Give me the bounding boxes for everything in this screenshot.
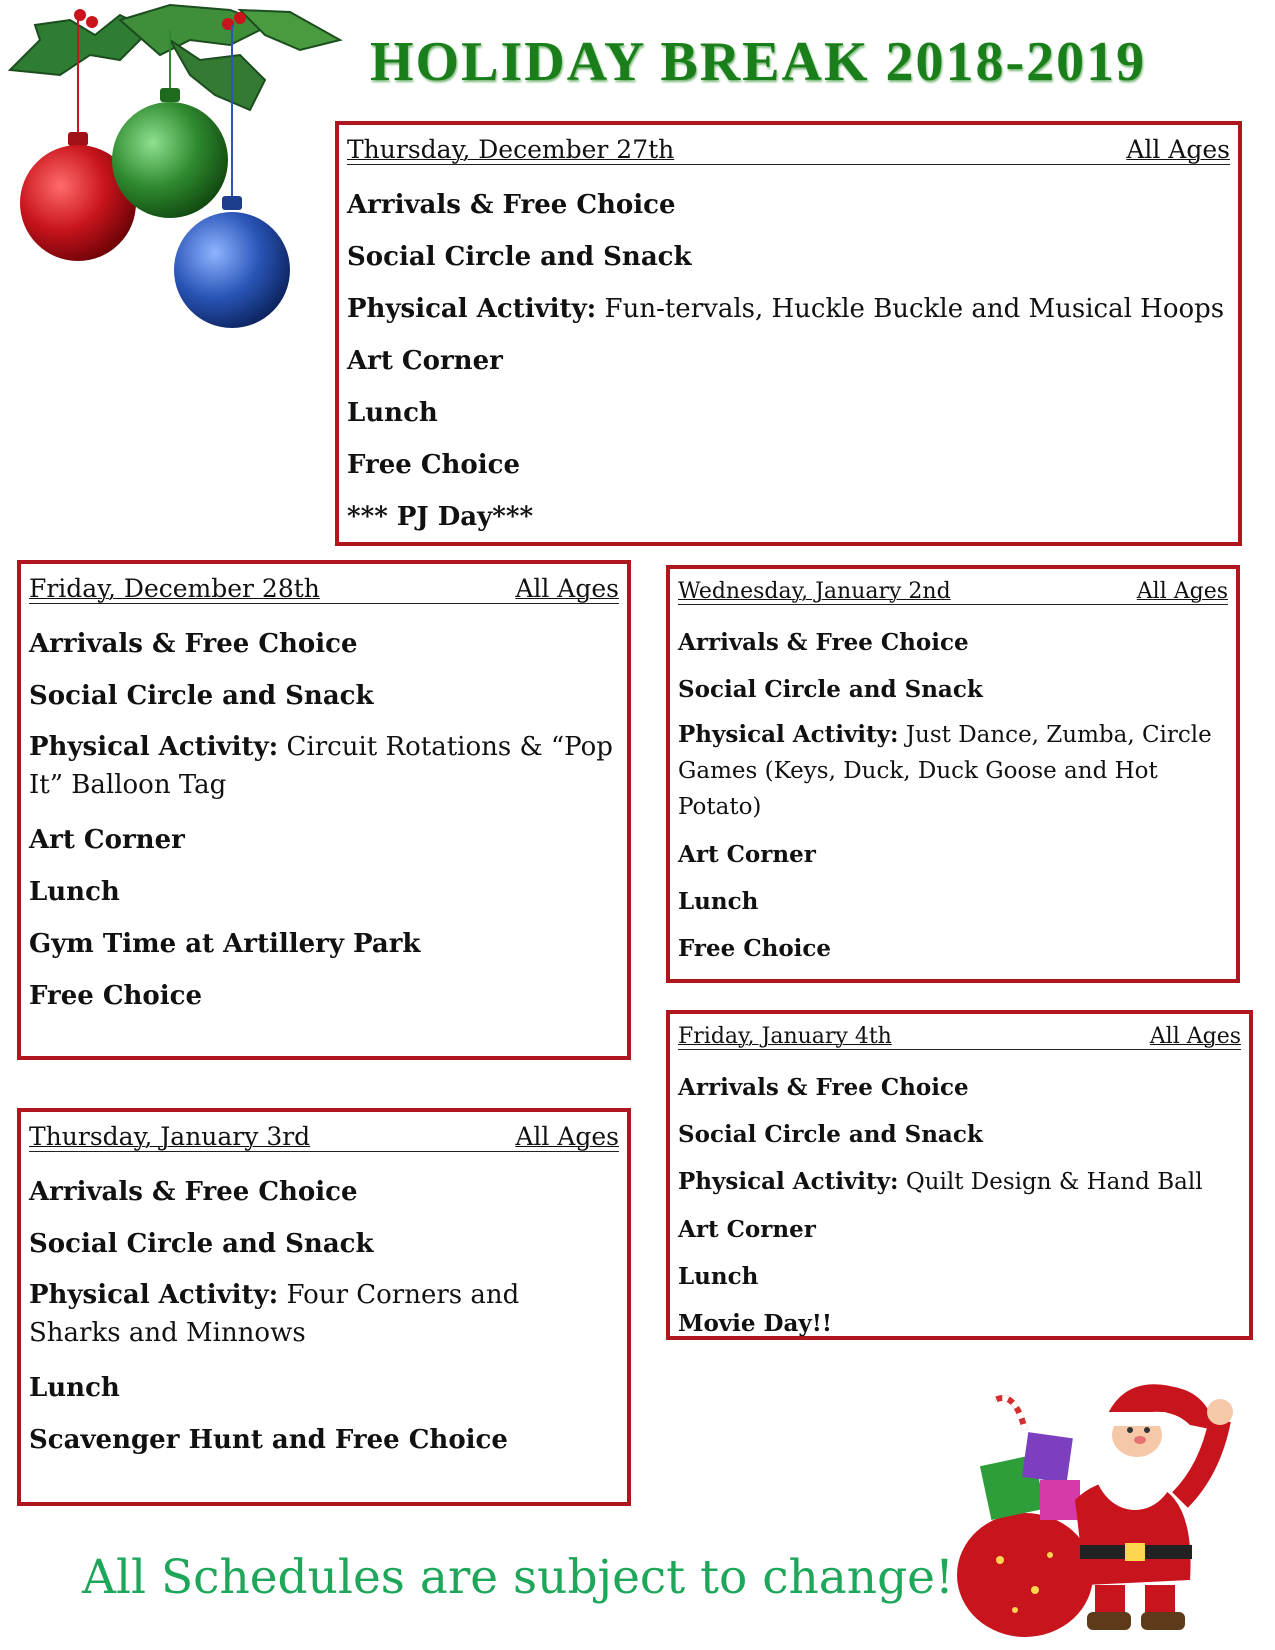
schedule-item: Scavenger Hunt and Free Choice	[29, 1425, 508, 1455]
schedule-item: Art Corner	[678, 1216, 816, 1243]
schedule-item: Physical Activity: Quilt Design & Hand Ball	[678, 1168, 1203, 1195]
schedule-item: Lunch	[678, 1263, 759, 1290]
schedule-item: Arrivals & Free Choice	[29, 629, 358, 659]
schedule-header	[29, 574, 619, 604]
schedule-item: Art Corner	[347, 346, 503, 376]
schedule-date: Friday, January 4th	[678, 1024, 892, 1049]
schedule-date: Thursday, January 3rd	[29, 1122, 311, 1151]
schedule-item: Free Choice	[29, 981, 203, 1011]
page-title: HOLIDAY BREAK 2018-2019	[370, 31, 1147, 93]
footer-notice: All Schedules are subject to change!	[82, 1550, 954, 1605]
schedule-item: Arrivals & Free Choice	[347, 190, 676, 220]
schedule-item: Lunch	[29, 877, 120, 907]
schedule-item: Lunch	[347, 398, 438, 428]
schedule-item: *** PJ Day***	[347, 502, 534, 532]
schedule-item: Art Corner	[29, 825, 185, 855]
schedule-item: Social Circle and Snack	[347, 242, 692, 272]
schedule-item: Movie Day!!	[678, 1310, 832, 1337]
schedule-item: Social Circle and Snack	[678, 1121, 983, 1148]
schedule-card-jan-2	[666, 565, 1240, 983]
schedule-item: Lunch	[678, 888, 759, 915]
schedule-item: Social Circle and Snack	[29, 681, 374, 711]
schedule-date: Friday, December 28th	[29, 574, 320, 603]
schedule-ages: All Ages	[1126, 135, 1230, 164]
schedule-header	[678, 579, 1228, 605]
schedule-card-dec-28	[17, 560, 631, 1060]
schedule-item: Physical Activity: Four Corners and Sharks and Minnows	[29, 1280, 520, 1348]
schedule-item: Free Choice	[347, 450, 521, 480]
schedule-item: Physical Activity: Just Dance, Zumba, Circle Games (Keys, Duck, Duck Goose and Hot Potato)	[678, 721, 1212, 820]
schedule-header	[29, 1122, 619, 1152]
schedule-item: Arrivals & Free Choice	[678, 629, 969, 656]
christmas-ornaments-icon	[0, 0, 350, 330]
schedule-item: Arrivals & Free Choice	[678, 1074, 969, 1101]
schedule-ages: All Ages	[1149, 1024, 1241, 1049]
schedule-ages: All Ages	[1136, 579, 1228, 604]
schedule-date: Thursday, December 27th	[347, 135, 675, 164]
schedule-header	[347, 135, 1230, 165]
schedule-card-jan-4	[666, 1010, 1253, 1340]
schedule-item: Art Corner	[678, 841, 816, 868]
schedule-ages: All Ages	[515, 1122, 619, 1151]
schedule-date: Wednesday, January 2nd	[678, 579, 951, 604]
schedule-item: Gym Time at Artillery Park	[29, 929, 421, 959]
schedule-ages: All Ages	[515, 574, 619, 603]
schedule-header	[678, 1024, 1241, 1050]
schedule-card-jan-3	[17, 1108, 631, 1506]
schedule-item: Lunch	[29, 1373, 120, 1403]
schedule-card-dec-27	[335, 121, 1242, 546]
schedule-item: Social Circle and Snack	[678, 676, 983, 703]
schedule-item: Physical Activity: Fun-tervals, Huckle Buckle and Musical Hoops	[347, 294, 1225, 324]
schedule-item: Arrivals & Free Choice	[29, 1177, 358, 1207]
santa-claus-icon	[955, 1350, 1255, 1640]
schedule-item: Free Choice	[678, 935, 832, 962]
schedule-item: Social Circle and Snack	[29, 1229, 374, 1259]
schedule-item: Physical Activity: Circuit Rotations & “Pop It” Balloon Tag	[29, 732, 613, 800]
